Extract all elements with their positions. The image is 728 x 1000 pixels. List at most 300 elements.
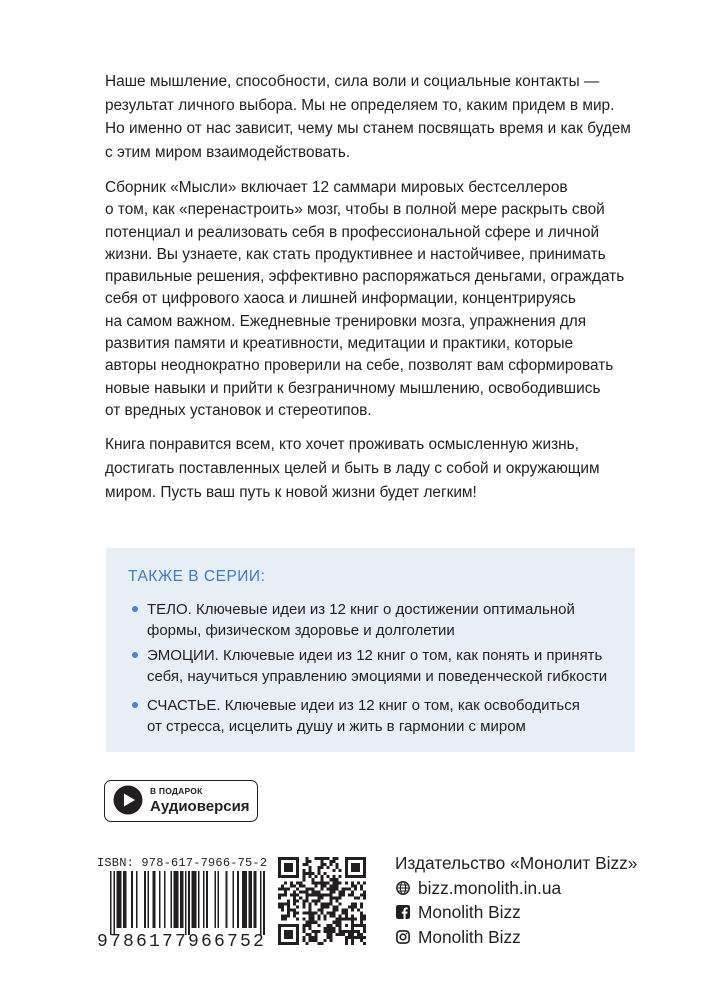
barcode-bar bbox=[218, 871, 220, 928]
qr-module bbox=[317, 869, 320, 872]
qr-module bbox=[333, 881, 342, 884]
qr-module bbox=[308, 909, 311, 912]
barcode-bar bbox=[237, 871, 239, 928]
qr-module bbox=[345, 915, 348, 918]
audio-badge-label: Аудиоверсия bbox=[150, 798, 250, 815]
qr-module bbox=[324, 927, 336, 930]
qr-module bbox=[336, 866, 339, 869]
qr-module bbox=[320, 906, 329, 909]
qr-module bbox=[360, 893, 366, 896]
qr-module bbox=[305, 860, 311, 863]
qr-module bbox=[314, 857, 329, 860]
barcode-bar bbox=[214, 871, 216, 928]
qr-module bbox=[287, 912, 290, 915]
qr-module bbox=[296, 927, 299, 930]
text-line: Сборник «Мысли» включает 12 саммари мировых бестселлеров bbox=[105, 179, 568, 196]
website-text: bizz.monolith.in.ua bbox=[418, 878, 562, 898]
qr-module bbox=[314, 875, 317, 878]
qr-module bbox=[278, 887, 290, 890]
qr-module bbox=[287, 899, 290, 902]
barcode-bar bbox=[226, 871, 228, 928]
qr-module bbox=[314, 884, 317, 887]
qr-module bbox=[293, 899, 299, 902]
barcode-bar bbox=[185, 871, 187, 935]
barcode-bar bbox=[198, 871, 200, 928]
text-line: Но именно от нас зависит, чему мы станем посвящать время и как будем bbox=[105, 120, 631, 138]
text-line: с этим миром взаимодействовать. bbox=[105, 143, 351, 161]
qr-module bbox=[278, 863, 281, 866]
qr-module bbox=[345, 924, 348, 927]
qr-module bbox=[345, 860, 348, 863]
series-item-line: ЭМОЦИИ. Ключевые идеи из 12 книг о том, как понять и принять bbox=[147, 647, 603, 664]
qr-module bbox=[278, 893, 287, 896]
qr-module bbox=[360, 939, 363, 942]
qr-module bbox=[345, 875, 366, 878]
qr-module bbox=[327, 875, 330, 878]
series-item-line: от стресса, исцелить душу и жить в гармонии с миром bbox=[147, 718, 526, 735]
qr-module bbox=[296, 872, 299, 875]
qr-module bbox=[351, 903, 357, 906]
barcode-bar bbox=[131, 871, 133, 928]
qr-module bbox=[330, 939, 333, 942]
qr-module bbox=[363, 896, 366, 899]
qr-module bbox=[284, 936, 293, 939]
series-box bbox=[106, 548, 635, 752]
text-line: Наше мышление, способности, сила воли и социальные контакты — bbox=[105, 73, 600, 90]
qr-module bbox=[363, 863, 366, 866]
text-line: новые навыки и прийти к безграничному мышлению, освободившись bbox=[105, 379, 601, 397]
qr-module bbox=[360, 887, 363, 890]
text-line: развития памяти и креативности, медитации и практики, которые bbox=[105, 335, 574, 353]
qr-module bbox=[360, 921, 363, 924]
qr-module bbox=[330, 860, 336, 863]
qr-module bbox=[284, 866, 293, 869]
isbn-barcode bbox=[97, 855, 269, 953]
qr-module bbox=[284, 881, 287, 884]
qr-module bbox=[336, 924, 342, 927]
qr-module bbox=[284, 890, 287, 893]
description-paragraph bbox=[105, 177, 624, 422]
qr-module bbox=[333, 921, 342, 924]
qr-module bbox=[311, 878, 314, 881]
qr-module bbox=[278, 866, 281, 869]
qr-module bbox=[290, 884, 296, 887]
qr-module bbox=[308, 939, 317, 942]
qr-module bbox=[302, 903, 305, 906]
qr-module bbox=[314, 903, 317, 906]
qr-module bbox=[324, 918, 327, 921]
qr-module bbox=[330, 878, 339, 881]
qr-module bbox=[302, 927, 305, 930]
qr-module bbox=[363, 890, 366, 893]
qr-module bbox=[357, 881, 360, 884]
series-item-line: ТЕЛО. Ключевые идеи из 12 книг о достижении оптимальной bbox=[147, 601, 575, 618]
qr-module bbox=[311, 930, 320, 933]
qr-module bbox=[348, 906, 357, 909]
qr-module bbox=[305, 887, 314, 890]
qr-module bbox=[302, 863, 308, 866]
qr-module bbox=[333, 875, 336, 878]
publisher-name: Издательство «Монолит Bizz» bbox=[395, 853, 638, 873]
series-item-line: себя, научиться управлению эмоциями и поведенческой гибкости bbox=[147, 668, 608, 685]
qr-module bbox=[320, 860, 323, 863]
qr-module bbox=[302, 872, 314, 875]
text-line: на самом важном. Ежедневные тренировки мозга, упражнения для bbox=[105, 312, 587, 330]
globe-icon bbox=[396, 881, 410, 895]
qr-module bbox=[308, 875, 311, 878]
qr-module bbox=[308, 866, 311, 869]
qr-module bbox=[284, 863, 293, 866]
instagram-text: Monolith Bizz bbox=[418, 927, 521, 947]
qr-module bbox=[299, 896, 302, 899]
qr-module bbox=[293, 915, 296, 918]
qr-module bbox=[308, 918, 314, 921]
qr-module bbox=[327, 924, 333, 927]
barcode-bar bbox=[174, 871, 179, 928]
qr-module bbox=[345, 863, 348, 866]
qr-module bbox=[278, 930, 281, 933]
qr-module bbox=[320, 884, 326, 887]
qr-module bbox=[281, 909, 284, 912]
qr-module bbox=[320, 903, 332, 906]
barcode-bar bbox=[136, 871, 138, 928]
qr-module bbox=[278, 939, 281, 942]
qr-module bbox=[336, 863, 339, 866]
qr-module bbox=[363, 942, 366, 945]
qr-module bbox=[327, 866, 330, 869]
qr-module bbox=[302, 899, 308, 902]
qr-module bbox=[354, 887, 357, 890]
qr-module bbox=[327, 887, 339, 890]
bullet-icon bbox=[132, 606, 138, 612]
qr-module bbox=[305, 921, 317, 924]
qr-code bbox=[278, 857, 366, 945]
barcode-bar bbox=[164, 871, 166, 928]
audio-version-badge bbox=[104, 780, 258, 822]
text-line: результат личного выбора. Мы не определяем то, каким придем в мир. bbox=[105, 96, 615, 114]
text-line: авторы неоднократно проверили на себе, позволят вам сформировать bbox=[105, 357, 614, 375]
qr-module bbox=[308, 903, 311, 906]
isbn-label: ISBN: 978-617-7966-75-2 bbox=[97, 856, 268, 870]
qr-module bbox=[296, 939, 299, 942]
qr-module bbox=[345, 939, 348, 942]
qr-module bbox=[317, 942, 323, 945]
qr-module bbox=[320, 912, 323, 915]
qr-module bbox=[363, 927, 366, 930]
qr-module bbox=[278, 872, 281, 875]
barcode-bar bbox=[192, 871, 197, 928]
qr-module bbox=[284, 930, 293, 933]
barcode-bar bbox=[147, 871, 149, 928]
qr-module bbox=[299, 890, 308, 893]
qr-module bbox=[296, 866, 299, 869]
qr-module bbox=[302, 939, 305, 942]
qr-module bbox=[330, 899, 333, 902]
barcode-bar bbox=[113, 871, 115, 935]
qr-module bbox=[278, 906, 284, 909]
qr-module bbox=[278, 924, 299, 927]
qr-module bbox=[339, 869, 342, 872]
qr-module bbox=[333, 869, 336, 872]
qr-module bbox=[345, 857, 366, 860]
qr-module bbox=[345, 881, 348, 884]
qr-module bbox=[351, 890, 354, 893]
qr-module bbox=[357, 933, 363, 936]
qr-module bbox=[351, 909, 354, 912]
qr-module bbox=[299, 884, 305, 887]
qr-module bbox=[351, 927, 354, 930]
qr-module bbox=[302, 875, 305, 878]
qr-module bbox=[308, 906, 311, 909]
qr-module bbox=[339, 915, 342, 918]
series-title: ТАКЖЕ В СЕРИИ: bbox=[128, 568, 266, 585]
qr-module bbox=[317, 909, 323, 912]
qr-module bbox=[320, 863, 326, 866]
qr-module bbox=[302, 869, 305, 872]
text-line: Книга понравится всем, кто хочет проживать осмысленную жизнь, bbox=[105, 436, 579, 453]
qr-module bbox=[339, 875, 342, 878]
text-line: достигать поставленных целей и быть в ладу с собой и окружающим bbox=[105, 460, 600, 477]
qr-module bbox=[320, 887, 323, 890]
barcode-digits: 9786177966752 bbox=[97, 932, 267, 952]
qr-module bbox=[278, 942, 299, 945]
qr-module bbox=[305, 942, 308, 945]
qr-module bbox=[296, 860, 299, 863]
qr-module bbox=[278, 875, 299, 878]
qr-module bbox=[308, 936, 317, 939]
qr-module bbox=[345, 869, 348, 872]
qr-module bbox=[339, 903, 342, 906]
qr-module bbox=[287, 909, 296, 912]
qr-module bbox=[320, 878, 323, 881]
qr-module bbox=[317, 918, 320, 921]
barcode-bar bbox=[144, 871, 146, 928]
text-line: правильные решения, эффективно распоряжаться деньгами, ограждать bbox=[105, 268, 625, 286]
qr-module bbox=[296, 906, 299, 909]
text-line: потенциал и реализовать себя в профессиональной сфере и личной bbox=[105, 223, 600, 241]
qr-module bbox=[296, 863, 299, 866]
qr-module bbox=[293, 890, 296, 893]
instagram-icon bbox=[396, 930, 410, 944]
barcode-bar bbox=[152, 871, 155, 928]
qr-module bbox=[351, 884, 357, 887]
barcode-bar bbox=[188, 871, 190, 935]
qr-module bbox=[351, 915, 354, 918]
qr-module bbox=[363, 881, 366, 884]
qr-module bbox=[348, 933, 354, 936]
qr-module bbox=[308, 869, 311, 872]
qr-module bbox=[278, 860, 281, 863]
qr-module bbox=[281, 915, 290, 918]
qr-module bbox=[278, 936, 281, 939]
qr-module bbox=[314, 933, 317, 936]
qr-module bbox=[320, 875, 323, 878]
qr-module bbox=[324, 930, 336, 933]
barcode-bar bbox=[232, 871, 234, 928]
qr-module bbox=[351, 869, 360, 872]
qr-module bbox=[305, 896, 308, 899]
series-item-body bbox=[147, 599, 575, 641]
series-item-line: СЧАСТЬЕ. Ключевые идеи из 12 книг о том, как освободиться bbox=[147, 697, 580, 714]
qr-module bbox=[278, 896, 281, 899]
bullet-icon bbox=[132, 702, 138, 708]
barcode-bar bbox=[253, 871, 256, 928]
qr-module bbox=[324, 939, 327, 942]
qr-module bbox=[317, 924, 320, 927]
qr-module bbox=[278, 903, 290, 906]
qr-module bbox=[311, 899, 320, 902]
bullet-icon bbox=[132, 652, 138, 658]
qr-module bbox=[360, 906, 363, 909]
text-line: миром. Пусть ваш путь к новой жизни будет легким! bbox=[105, 484, 477, 501]
text-line: жизни. Вы узнаете, как стать продуктивнее и настойчивее, принимать bbox=[105, 245, 606, 263]
qr-module bbox=[317, 866, 323, 869]
series-item-happiness bbox=[147, 695, 580, 737]
qr-module bbox=[305, 893, 332, 896]
qr-module bbox=[317, 915, 320, 918]
qr-module bbox=[290, 893, 299, 896]
qr-module bbox=[287, 906, 290, 909]
qr-module bbox=[311, 890, 320, 893]
series-item-line: формы, физическом здоровье и долголетии bbox=[147, 622, 455, 639]
qr-module bbox=[339, 890, 345, 893]
barcode-bar bbox=[206, 871, 208, 928]
qr-module bbox=[360, 884, 363, 887]
barcode-bar bbox=[242, 871, 247, 928]
qr-module bbox=[351, 942, 354, 945]
intro-paragraph bbox=[105, 70, 631, 164]
qr-module bbox=[351, 939, 354, 942]
qr-module bbox=[345, 872, 348, 875]
qr-module bbox=[363, 866, 366, 869]
qr-module bbox=[284, 869, 293, 872]
qr-module bbox=[330, 915, 336, 918]
text-line: от вредных установок и стереотипов. bbox=[105, 401, 372, 419]
barcode-bar bbox=[123, 871, 126, 928]
qr-module bbox=[351, 924, 366, 927]
qr-module bbox=[330, 890, 336, 893]
barcode-bar bbox=[203, 871, 205, 928]
barcode-bar bbox=[180, 871, 183, 928]
qr-module bbox=[327, 912, 336, 915]
qr-module bbox=[339, 893, 345, 896]
barcode-bars bbox=[97, 871, 269, 937]
barcode-bar bbox=[170, 871, 172, 928]
qr-module bbox=[296, 881, 302, 884]
qr-module bbox=[351, 863, 360, 866]
qr-module bbox=[363, 930, 366, 933]
barcode-bar bbox=[249, 871, 252, 928]
qr-module bbox=[308, 927, 311, 930]
qr-module bbox=[302, 878, 305, 881]
qr-module bbox=[296, 887, 299, 890]
qr-module bbox=[360, 915, 366, 918]
qr-module bbox=[296, 930, 299, 933]
series-item-emotions bbox=[147, 645, 607, 687]
qr-module bbox=[324, 872, 327, 875]
qr-module bbox=[296, 933, 299, 936]
qr-module bbox=[305, 857, 308, 860]
qr-module bbox=[348, 893, 354, 896]
qr-module bbox=[342, 912, 348, 915]
qr-module bbox=[278, 869, 281, 872]
qr-module bbox=[333, 906, 339, 909]
qr-module bbox=[363, 860, 366, 863]
qr-module bbox=[339, 930, 360, 933]
audio-badge-caption: В ПОДАРОК bbox=[150, 786, 203, 796]
text-line: о том, как «перенастроить» мозг, чтобы в полной мере раскрыть свой bbox=[105, 201, 605, 219]
qr-module bbox=[281, 884, 284, 887]
qr-module bbox=[330, 884, 339, 887]
qr-module bbox=[336, 918, 357, 921]
qr-module bbox=[354, 896, 360, 899]
qr-module bbox=[293, 903, 296, 906]
qr-module bbox=[290, 881, 293, 884]
qr-module bbox=[327, 933, 333, 936]
qr-module bbox=[278, 933, 281, 936]
qr-module bbox=[363, 869, 366, 872]
qr-module bbox=[308, 915, 314, 918]
qr-module bbox=[360, 918, 366, 921]
qr-module bbox=[333, 857, 339, 860]
qr-module bbox=[339, 927, 342, 930]
qr-module bbox=[327, 936, 333, 939]
qr-module bbox=[278, 857, 299, 860]
qr-module bbox=[351, 866, 360, 869]
qr-module bbox=[293, 896, 296, 899]
qr-module bbox=[302, 906, 305, 909]
qr-module bbox=[305, 933, 311, 936]
qr-module bbox=[302, 930, 305, 933]
qr-module bbox=[345, 936, 366, 939]
qr-module bbox=[330, 863, 333, 866]
qr-module bbox=[333, 909, 339, 912]
qr-module bbox=[351, 881, 354, 884]
qr-module bbox=[336, 933, 345, 936]
qr-module bbox=[336, 899, 339, 902]
qr-module bbox=[311, 881, 329, 884]
facebook-icon bbox=[396, 905, 410, 919]
qr-module bbox=[296, 869, 299, 872]
qr-module bbox=[330, 896, 342, 899]
qr-module bbox=[342, 887, 351, 890]
qr-module bbox=[317, 872, 320, 875]
qr-module bbox=[345, 866, 348, 869]
qr-module bbox=[360, 903, 363, 906]
qr-module bbox=[363, 872, 366, 875]
barcode-bar bbox=[159, 871, 161, 928]
play-icon bbox=[113, 785, 143, 815]
qr-module bbox=[345, 942, 348, 945]
qr-module bbox=[317, 896, 323, 899]
barcode-bar bbox=[260, 871, 262, 935]
qr-module bbox=[302, 912, 317, 915]
qr-module bbox=[357, 909, 360, 912]
barcode-bar bbox=[263, 871, 265, 935]
qr-module bbox=[302, 924, 311, 927]
qr-module bbox=[296, 936, 299, 939]
qr-module bbox=[296, 918, 299, 921]
qr-module bbox=[351, 921, 354, 924]
qr-module bbox=[324, 915, 327, 918]
qr-module bbox=[302, 918, 305, 921]
qr-module bbox=[360, 912, 363, 915]
qr-module bbox=[293, 912, 299, 915]
barcode-bar bbox=[110, 871, 112, 935]
qr-module bbox=[281, 918, 287, 921]
qr-module bbox=[284, 933, 293, 936]
facebook-text: Monolith Bizz bbox=[418, 902, 521, 922]
